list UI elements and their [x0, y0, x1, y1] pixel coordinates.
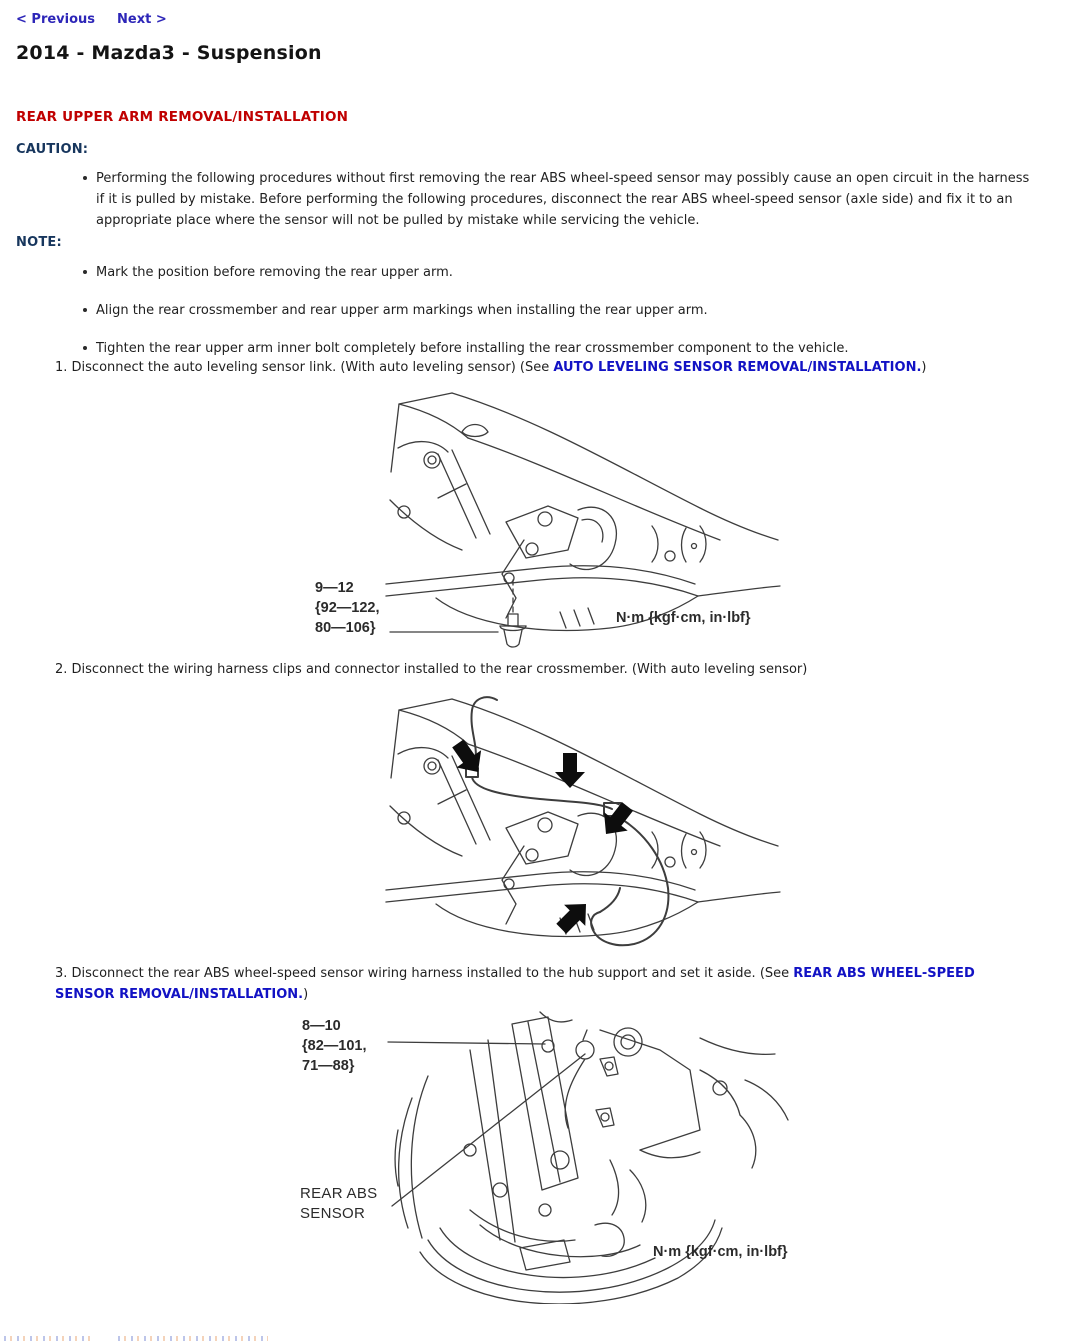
fig3-torque-line: {82—101,	[302, 1038, 367, 1054]
figure-auto-leveling-sensor	[0, 388, 1080, 652]
rear-abs-sensor-label	[300, 1184, 377, 1224]
step-3-text: 3. Disconnect the rear ABS wheel-speed sensor wiring harness installed to the hub support and set it aside. (See	[55, 966, 794, 981]
wiring-harness	[466, 697, 668, 945]
clipped-footer-text	[118, 1336, 268, 1341]
sensor-label-line: SENSOR	[300, 1205, 366, 1222]
crossmember-linework	[386, 393, 780, 630]
suspension-diagram-1	[0, 388, 1080, 652]
figure-harness-clips	[0, 690, 1080, 958]
step-1	[55, 357, 1045, 378]
previous-link[interactable]: < Previous	[16, 12, 96, 27]
step-2	[55, 659, 1045, 680]
note-item: Mark the position before removing the rear upper arm.	[96, 262, 849, 283]
fig1-torque-line: 9—12	[315, 580, 354, 596]
next-link[interactable]: Next >	[117, 12, 167, 27]
fig3-torque-label	[302, 1016, 367, 1076]
page-title: 2014 - Mazda3 - Suspension	[16, 42, 322, 64]
torque-bolt-callout	[390, 580, 526, 647]
harness-arrows	[446, 735, 640, 940]
fig3-torque-line: 8—10	[302, 1018, 341, 1034]
note-label: NOTE:	[16, 235, 62, 250]
note-item: Tighten the rear upper arm inner bolt completely before installing the rear crossmember component to the vehicle.	[96, 338, 849, 359]
step-3	[55, 963, 1033, 1005]
step-2-text: 2. Disconnect the wiring harness clips and connector installed to the rear crossmember. (With auto leveling sensor)	[55, 662, 808, 677]
fig1-torque-line: 80—106}	[315, 620, 376, 636]
pager-nav	[16, 12, 167, 27]
clipped-footer-text	[4, 1336, 94, 1341]
step-1-suffix: )	[921, 360, 927, 375]
fig3-torque-line: 71—88}	[302, 1058, 355, 1074]
fig1-units-label: N·m {kgf·cm, in·lbf}	[616, 610, 751, 626]
figure-rear-abs-sensor	[0, 1010, 1080, 1304]
suspension-diagram-2	[0, 690, 1080, 958]
auto-leveling-sensor-link[interactable]: AUTO LEVELING SENSOR REMOVAL/INSTALLATION.	[553, 360, 922, 375]
crossmember-linework	[386, 699, 780, 936]
caution-item: Performing the following procedures without first removing the rear ABS wheel-speed sensor may possibly cause an open circuit in the harness if it is pulled by mistake. Before performing the following procedures, disconnect the rear ABS wheel-speed sensor (axle side) and fix it to an appropriate place where the sensor will not be pulled by mistake while servicing the vehicle.	[96, 168, 1030, 231]
knuckle-and-bolts	[596, 1028, 788, 1168]
section-heading: REAR UPPER ARM REMOVAL/INSTALLATION	[16, 109, 349, 125]
fig1-torque-line: {92—122,	[315, 600, 380, 616]
step-3-suffix: )	[303, 987, 309, 1002]
rear-abs-sensor-link[interactable]: REAR ABS WHEEL-SPEED SENSOR REMOVAL/INSTALLATION.	[55, 966, 975, 1002]
step-1-text: 1. Disconnect the auto leveling sensor link. (With auto leveling sensor) (See	[55, 360, 554, 375]
fig1-torque-label	[315, 578, 380, 638]
sensor-label-line: REAR ABS	[300, 1185, 378, 1202]
caution-list	[96, 168, 1030, 231]
caution-label: CAUTION:	[16, 142, 89, 157]
fig3-units-label: N·m {kgf·cm, in·lbf}	[653, 1244, 788, 1260]
suspension-diagram-3	[0, 1010, 1080, 1304]
note-item: Align the rear crossmember and rear upper arm markings when installing the rear upper arm.	[96, 300, 849, 321]
